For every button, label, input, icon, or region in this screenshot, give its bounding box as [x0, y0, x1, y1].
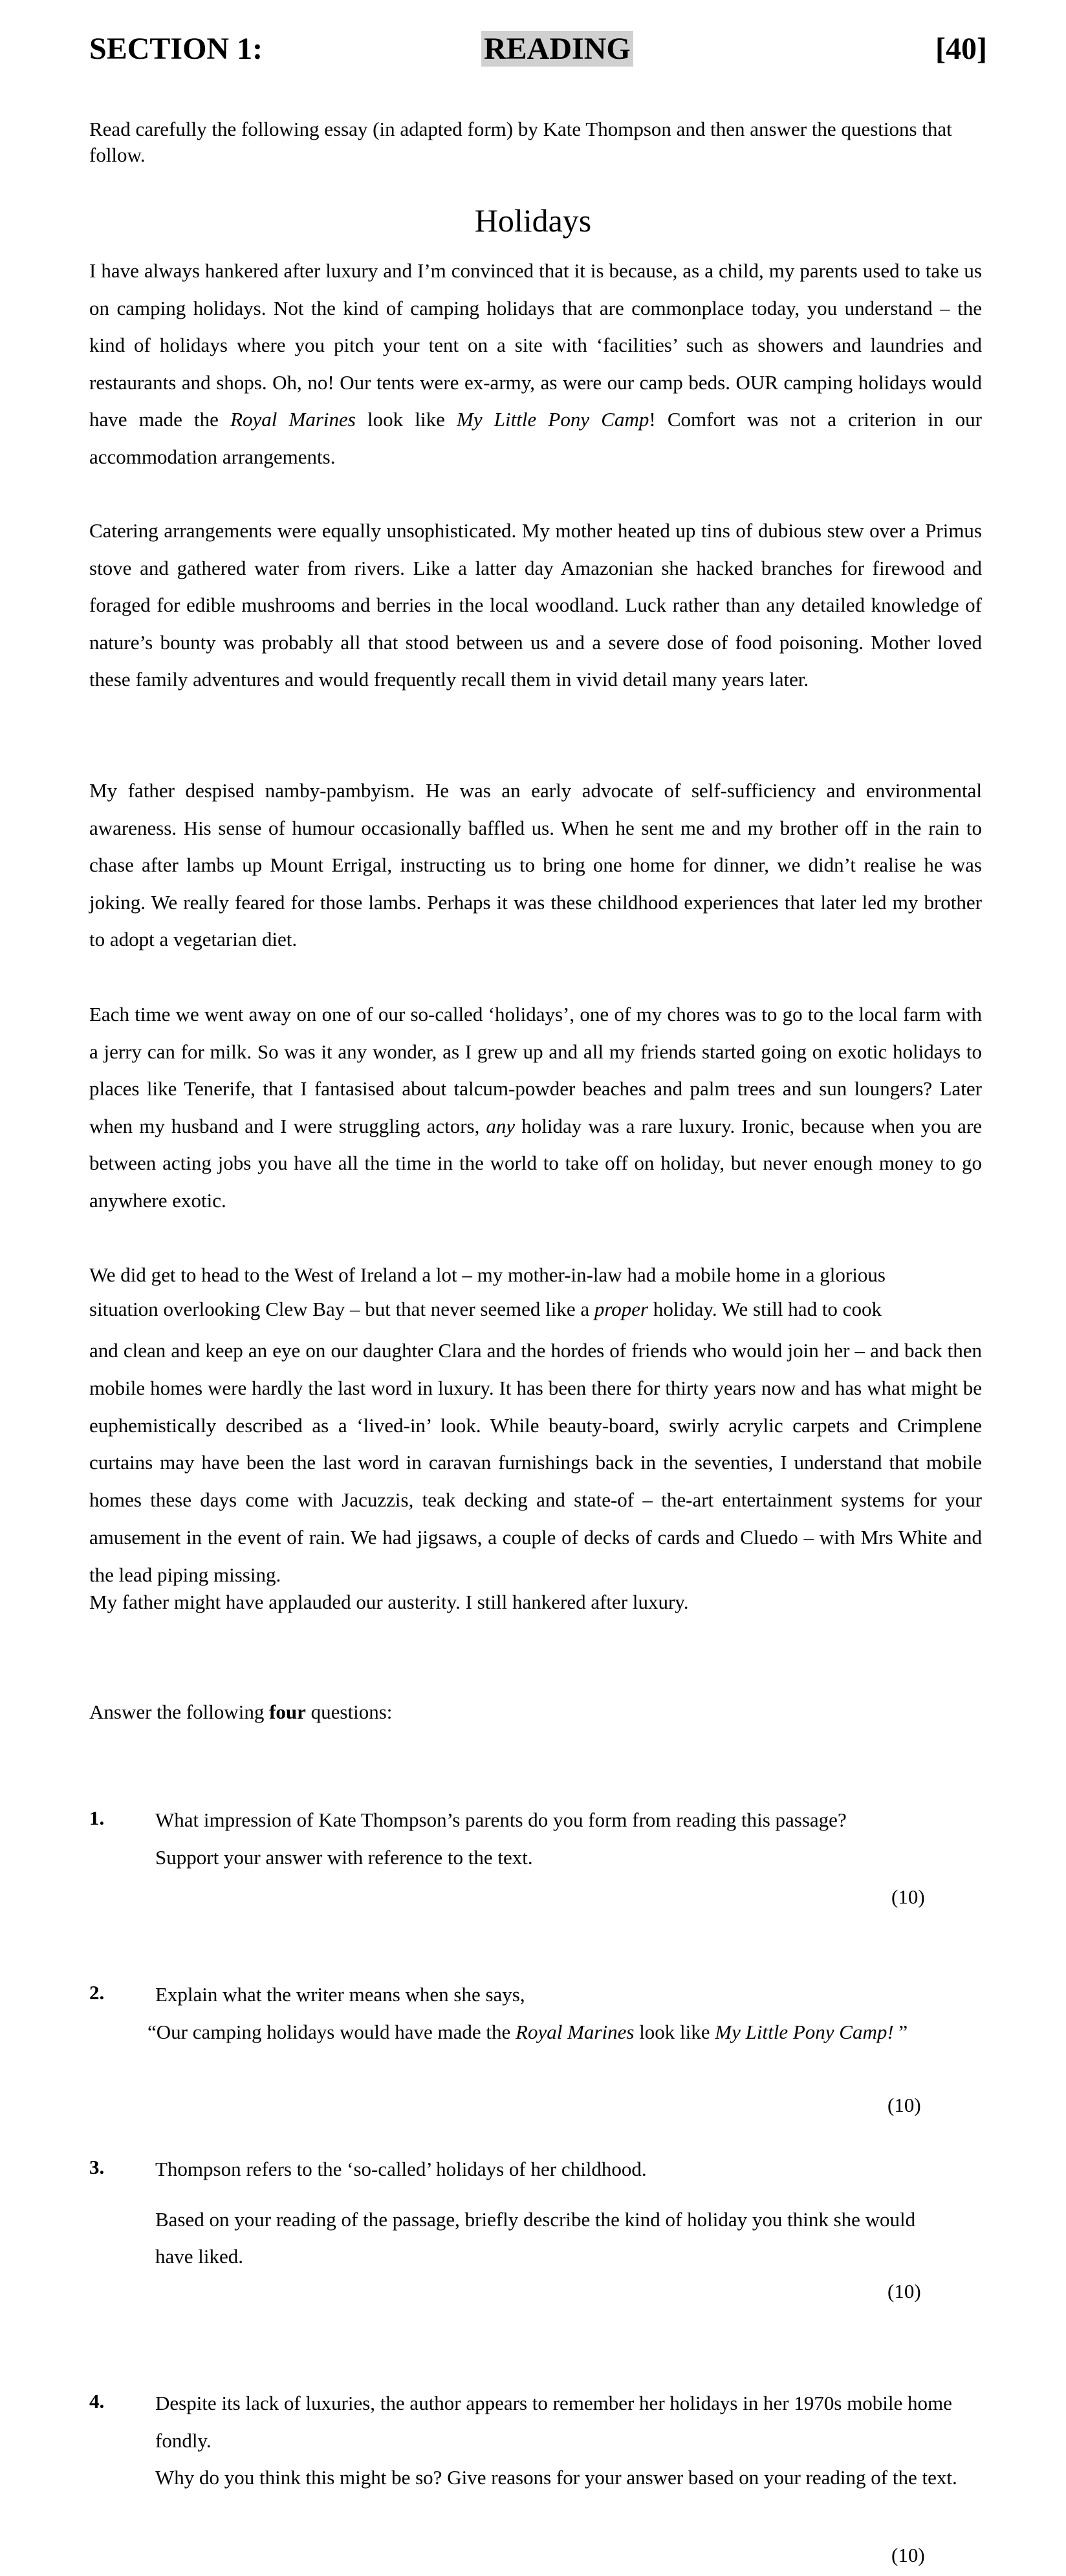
question-text: Support your answer with reference to the text. [155, 1845, 533, 1869]
essay-paragraph-6: My father might have applauded our austerity. I still hankered after luxury. [89, 1591, 689, 1613]
essay-paragraph-5-line-2: situation overlooking Clew Bay – but that never seemed like a proper holiday. We still had to cook [89, 1298, 882, 1320]
question-number: 4. [89, 2390, 105, 2412]
essay-paragraph-3: My father despised namby-pambyism. He was an early advocate of self-sufficiency and environmental awareness. His sense of humour occasionally baffled us. When he sent me and my brother off in the rain to chase after lambs up Mount Errigal, instructing us to bring one home for dinner, we didn’t realise he was joking. We really feared for those lambs. Perhaps it was these childhood experiences that later led my brother to adopt a vegetarian diet. [89, 779, 982, 951]
essay-paragraph-1: I have always hankered after luxury and I’m convinced that it is because, as a child, my parents used to take us on camping holidays. Not the kind of camping holidays that are commonplace today, you understand – the kind of holidays where you pitch your tent on a site with ‘facilities’ such as showers and laundries and restaurants and shops. Oh, no! Our tents were ex-army, as were our camp beds. OUR camping holidays would have made the Royal Marines look like My Little Pony Camp! Comfort was not a criterion in our accommodation arrangements. [89, 259, 982, 468]
question-marks: (10) [887, 2094, 921, 2116]
question-marks: (10) [887, 2280, 921, 2302]
question-text: Thompson refers to the ‘so-called’ holidays of her childhood. [155, 2158, 647, 2180]
answer-instructions: Answer the following four questions: [89, 1701, 393, 1723]
essay-paragraph-5-line-1: We did get to head to the West of Ireland a lot – my mother-in-law had a mobile home in a glorious [89, 1263, 886, 1286]
question-marks: (10) [891, 1885, 925, 1908]
essay-paragraph-2: Catering arrangements were equally unsophisticated. My mother heated up tins of dubious stew over a Primus stove and gathered water from rivers. Like a latter day Amazonian she hacked branches for firewood and foraged for edible mushrooms and berries in the local woodland. Luck rather than any detailed knowledge of nature’s bounty was probably all that stood between us and a severe dose of food poisoning. Mother loved these family adventures and would frequently recall them in vivid detail many years later. [89, 519, 982, 691]
question-text: Why do you think this might be so? Give reasons for your answer based on your reading of the text. [155, 2466, 957, 2489]
essay-paragraph-5-rest: and clean and keep an eye on our daughter Clara and the hordes of friends who would join her – and back then mobile homes were hardly the last word in luxury. It has been there for thirty years now and has what might be euphemistically described as a ‘lived-in’ look. While beauty-board, swirly acrylic carpets and Crimplene curtains may have been the last word in caravan furnishings back in the seventies, I understand that mobile homes these days come with Jacuzzis, teak decking and state-of – the-art entertainment systems for your amusement in the event of rain. We had jigsaws, a couple of decks of cards and Cluedo – with Mrs White and the lead piping missing. [89, 1339, 982, 1586]
question-text: What impression of Kate Thompson’s parents do you form from reading this passage? [155, 1809, 847, 1831]
question-number: 1. [89, 1807, 105, 1829]
section-label: SECTION 1: [89, 32, 263, 66]
section-header [89, 31, 987, 78]
intro-instructions: Read carefully the following essay (in adapted form) by Kate Thompson and then answer the questions that follow. [89, 118, 952, 166]
essay-title: Holidays [474, 202, 592, 239]
question-marks: (10) [891, 2544, 925, 2566]
reading-label: READING [481, 31, 633, 67]
question-number: 2. [89, 1981, 105, 2004]
question-text: Based on your reading of the passage, briefly describe the kind of holiday you think she would have liked. [155, 2207, 916, 2268]
essay-paragraph-4: Each time we went away on one of our so-called ‘holidays’, one of my chores was to go to the local farm with a jerry can for milk. So was it any wonder, as I grew up and all my friends started going on exotic holidays to places like Tenerife, that I fantasised about talcum-powder beaches and palm trees and sun loungers? Later when my husband and I were struggling actors, any holiday was a rare luxury. Ironic, because when you are between acting jobs you have all the time in the world to take off on holiday, but never enough money to go anywhere exotic. [89, 1003, 982, 1212]
question-number: 3. [89, 2156, 105, 2178]
section-marks: [40] [935, 32, 987, 66]
question-text: Explain what the writer means when she says, [155, 1983, 525, 2006]
question-text: Despite its lack of luxuries, the author appears to remember her holidays in her 1970s mobile home fondly. [155, 2392, 952, 2452]
question-quote: “Our camping holidays would have made the Royal Marines look like My Little Pony Camp! ” [147, 2020, 908, 2043]
